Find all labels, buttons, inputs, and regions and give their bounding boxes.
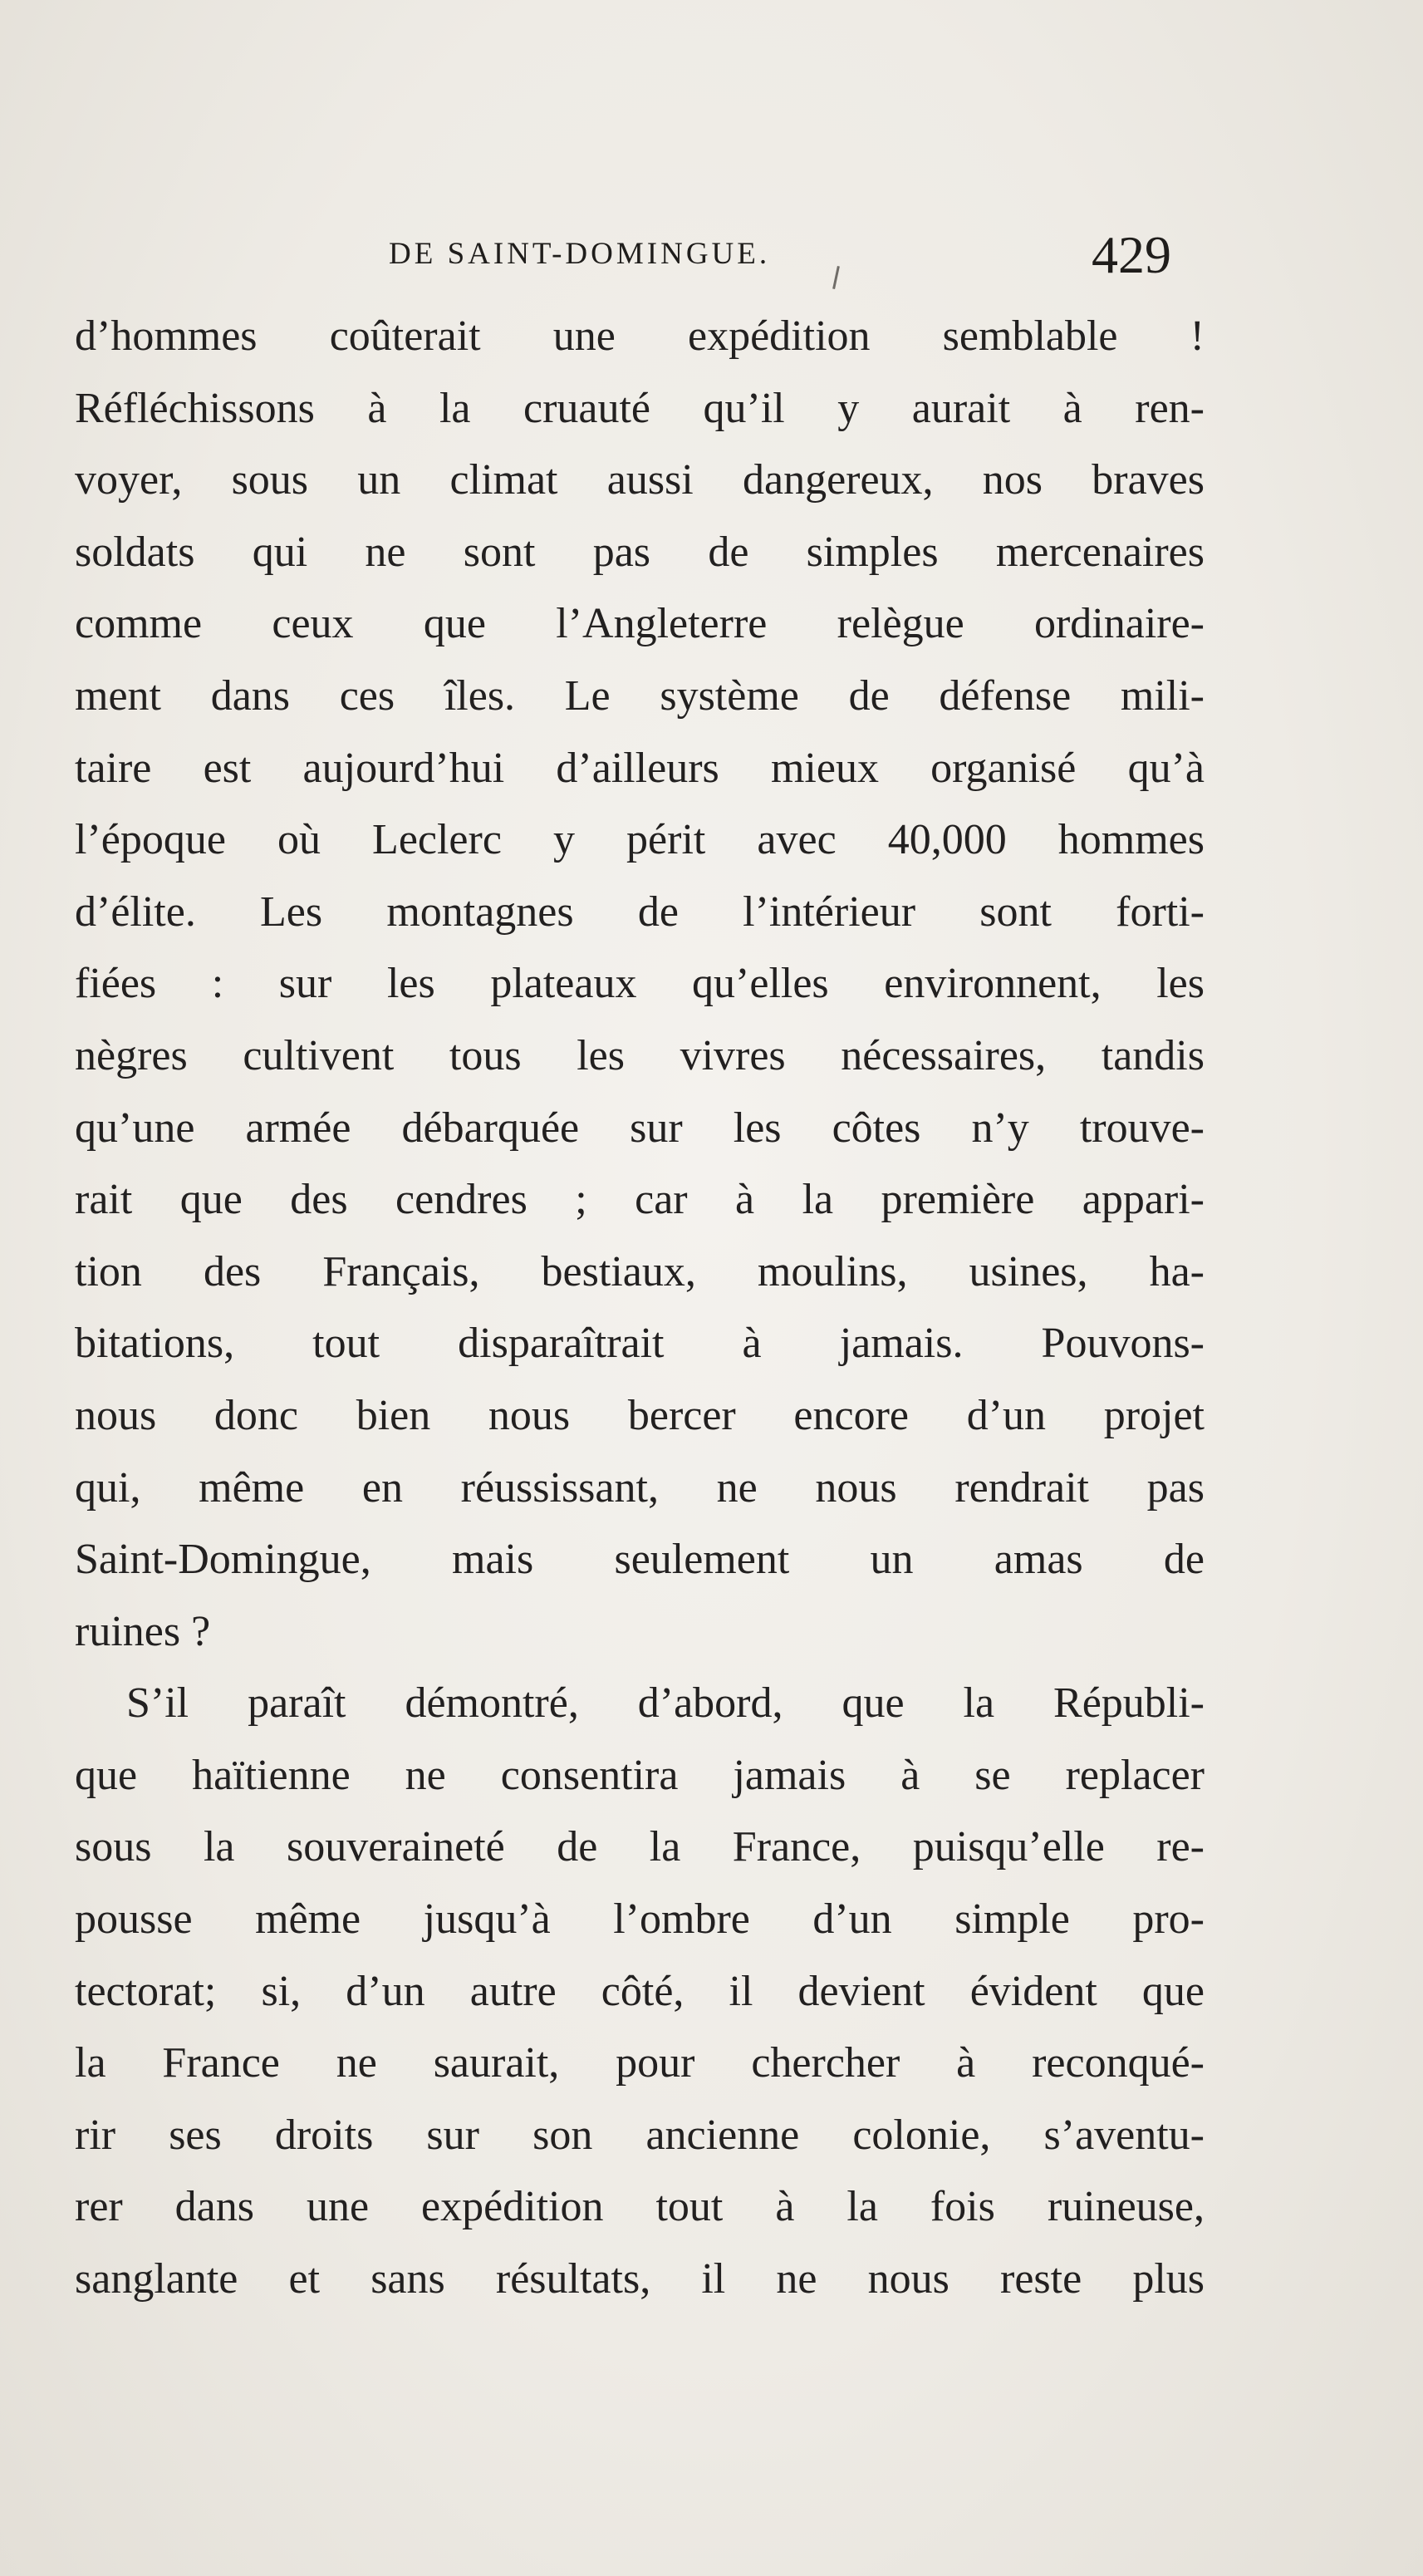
body-text — [75, 301, 1205, 2316]
text-line: ment dans ces îles. Le système de défense mili- — [75, 671, 1205, 720]
text-line: S’il paraît démontré, d’abord, que la Républi- — [126, 1679, 1205, 1728]
page-number: 429 — [1092, 225, 1171, 284]
text-line: Saint-Domingue, mais seulement un amas de — [75, 1536, 1205, 1584]
text-line: taire est aujourd’hui d’ailleurs mieux organisé qu’à — [75, 744, 1205, 792]
text-line: la France ne saurait, pour chercher à reconqué- — [75, 2039, 1205, 2087]
text-line: nous donc bien nous bercer encore d’un projet — [75, 1391, 1205, 1439]
text-line: sanglante et sans résultats, il ne nous reste plus — [75, 2255, 1205, 2303]
text-line: rait que des cendres ; car à la première appari- — [75, 1176, 1205, 1224]
text-line: ruines ? — [75, 1607, 211, 1655]
text-line: bitations, tout disparaîtrait à jamais. Pouvons- — [75, 1320, 1205, 1368]
page-header — [75, 224, 1205, 291]
running-title: DE SAINT-DOMINGUE. — [389, 237, 771, 271]
text-line: comme ceux que l’Angleterre relègue ordinaire- — [75, 600, 1205, 648]
text-line: voyer, sous un climat aussi dangereux, nos braves — [75, 456, 1205, 504]
text-line: tectorat; si, d’un autre côté, il devient évident que — [75, 1967, 1205, 2015]
text-line: d’hommes coûterait une expédition semblable ! — [75, 312, 1205, 360]
text-line: qui, même en réussissant, ne nous rendrait pas — [75, 1463, 1205, 1512]
text-line: qu’une armée débarquée sur les côtes n’y trouve- — [75, 1104, 1205, 1152]
text-line: pousse même jusqu’à l’ombre d’un simple pro- — [75, 1895, 1205, 1944]
text-line: l’époque où Leclerc y périt avec 40,000 hommes — [75, 816, 1205, 864]
text-line: rir ses droits sur son ancienne colonie, s’aventu- — [75, 2111, 1205, 2159]
text-line: nègres cultivent tous les vivres nécessaires, tandis — [75, 1031, 1205, 1079]
text-line: Réfléchissons à la cruauté qu’il y aurait à ren- — [75, 384, 1205, 432]
text-line: soldats qui ne sont pas de simples mercenaires — [75, 528, 1205, 576]
text-line: d’élite. Les montagnes de l’intérieur sont forti- — [75, 887, 1205, 936]
text-line: que haïtienne ne consentira jamais à se replacer — [75, 1751, 1205, 1799]
text-line: rer dans une expédition tout à la fois ruineuse, — [75, 2183, 1205, 2231]
text-line: tion des Français, bestiaux, moulins, usines, ha- — [75, 1247, 1205, 1295]
text-line: sous la souveraineté de la France, puisqu’elle re- — [75, 1823, 1205, 1871]
text-line: fiées : sur les plateaux qu’elles environnent, les — [75, 960, 1205, 1008]
